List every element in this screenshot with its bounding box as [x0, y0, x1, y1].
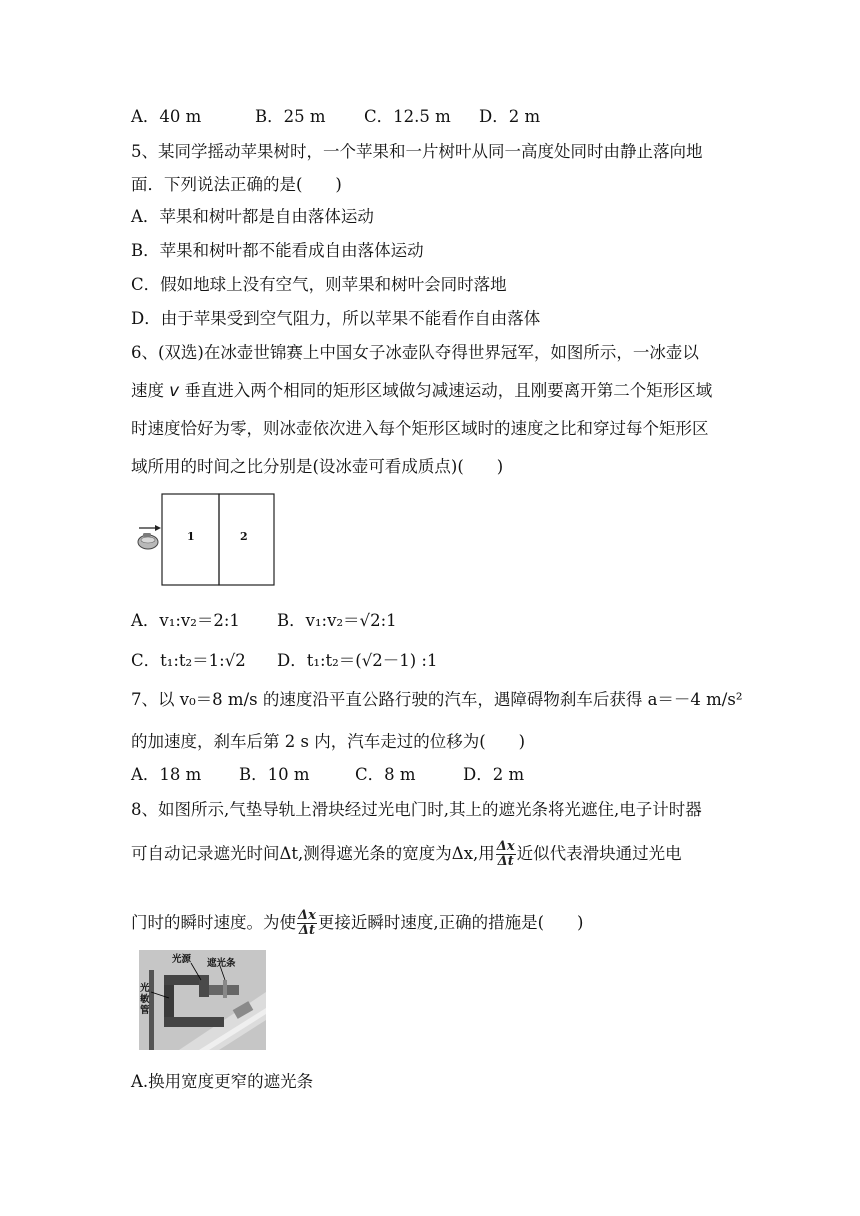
q4-option-d: D．2 m [479, 107, 541, 126]
q7-option-d: D．2 m [463, 765, 525, 784]
q8-line3-post: 更接近瞬时速度,正确的措施是( ) [317, 913, 584, 932]
region-1-label: 1 [187, 530, 195, 543]
q6-stem-line4: 域所用的时间之比分别是(设冰壶可看成质点)( ) [131, 457, 504, 476]
q4-options [131, 106, 540, 128]
q6-option-a: A．v₁:v₂＝2:1 [131, 611, 240, 630]
q7-option-c: C．8 m [355, 765, 416, 784]
q8-stem-line1: 8、如图所示,气垫导轨上滑块经过光电门时,其上的遮光条将光遮住,电子计时器 [131, 800, 702, 819]
q6-velocity-symbol: v [169, 381, 180, 400]
q7-stem-line2: 的加速度，刹车后第 2 s 内，汽车走过的位移为( ) [131, 732, 526, 751]
q7-options [131, 764, 524, 786]
q6-stem-line1: 6、(双选)在冰壶世锦赛上中国女子冰壶队夺得世界冠军，如图所示，一冰壶以 [131, 343, 699, 362]
fraction-denominator-2: Δt [298, 923, 315, 938]
q6-option-c: C．t₁:t₂＝1:√2 [131, 651, 246, 670]
q6-options-row2 [131, 650, 437, 672]
q6-line2-post: 垂直进入两个相同的矩形区域做匀减速运动，且刚要离开第二个矩形区域 [179, 381, 713, 400]
q5-option-c: C．假如地球上没有空气，则苹果和树叶会同时落地 [131, 275, 507, 294]
q6-stem-line3: 时速度恰好为零，则冰壶依次进入每个矩形区域时的速度之比和穿过每个矩形区 [131, 419, 709, 438]
fraction-denominator: Δt [497, 854, 514, 869]
q4-option-b: B．25 m [255, 107, 326, 126]
q6-options-row1 [131, 610, 397, 632]
q8-line3-pre: 门时的瞬时速度。为使 [131, 913, 296, 932]
q4-option-c: C．12.5 m [364, 107, 451, 126]
fraction-numerator: Δx [496, 839, 515, 854]
q7-option-a: A．18 m [131, 765, 202, 784]
label-light-strip: 遮光条 [207, 958, 236, 969]
q5-stem-line1: 5、某同学摇动苹果树时，一个苹果和一片树叶从同一高度处同时由静止落向地 [131, 142, 703, 161]
q6-figure [131, 490, 291, 590]
velocity-arrow-icon [139, 525, 161, 531]
photogate-photo [139, 950, 266, 1050]
q8-line2-post: 近似代表滑块通过光电 [516, 844, 682, 863]
q7-stem-line1: 7、以 v₀＝8 m/s 的速度沿平直公路行驶的汽车，遇障碍物刹车后获得 a＝－4 m/s² [131, 690, 743, 709]
q5-option-b: B．苹果和树叶都不能看成自由落体运动 [131, 241, 424, 260]
region-2-label: 2 [240, 530, 248, 543]
delta-x-over-delta-t-fraction-2 [297, 909, 317, 938]
q8-stem-line2 [131, 840, 682, 869]
fraction-numerator-2: Δx [298, 908, 316, 923]
q6-option-b: B．v₁:v₂＝√2:1 [277, 611, 397, 630]
q7-option-b: B．10 m [239, 765, 310, 784]
delta-x-over-delta-t-fraction [496, 840, 516, 869]
curling-stone-icon [138, 533, 158, 549]
q6-stem-line2 [131, 380, 712, 402]
label-photosensor: 光敏管 [140, 983, 150, 1016]
q6-line2-pre: 速度 [131, 381, 170, 400]
q6-option-d: D．t₁:t₂＝(√2－1) :1 [277, 651, 438, 670]
q4-option-a: A．40 m [131, 107, 202, 126]
q8-stem-line3 [131, 909, 583, 938]
q8-option-a: A.换用宽度更窄的遮光条 [131, 1072, 314, 1091]
label-light-source: 光源 [172, 954, 192, 965]
q8-line2-pre: 可自动记录遮光时间Δt,测得遮光条的宽度为Δx,用 [131, 844, 495, 863]
q5-stem-line2: 面．下列说法正确的是( ) [131, 175, 342, 194]
q5-option-d: D．由于苹果受到空气阻力，所以苹果不能看作自由落体 [131, 309, 541, 328]
q5-option-a: A．苹果和树叶都是自由落体运动 [131, 207, 374, 226]
